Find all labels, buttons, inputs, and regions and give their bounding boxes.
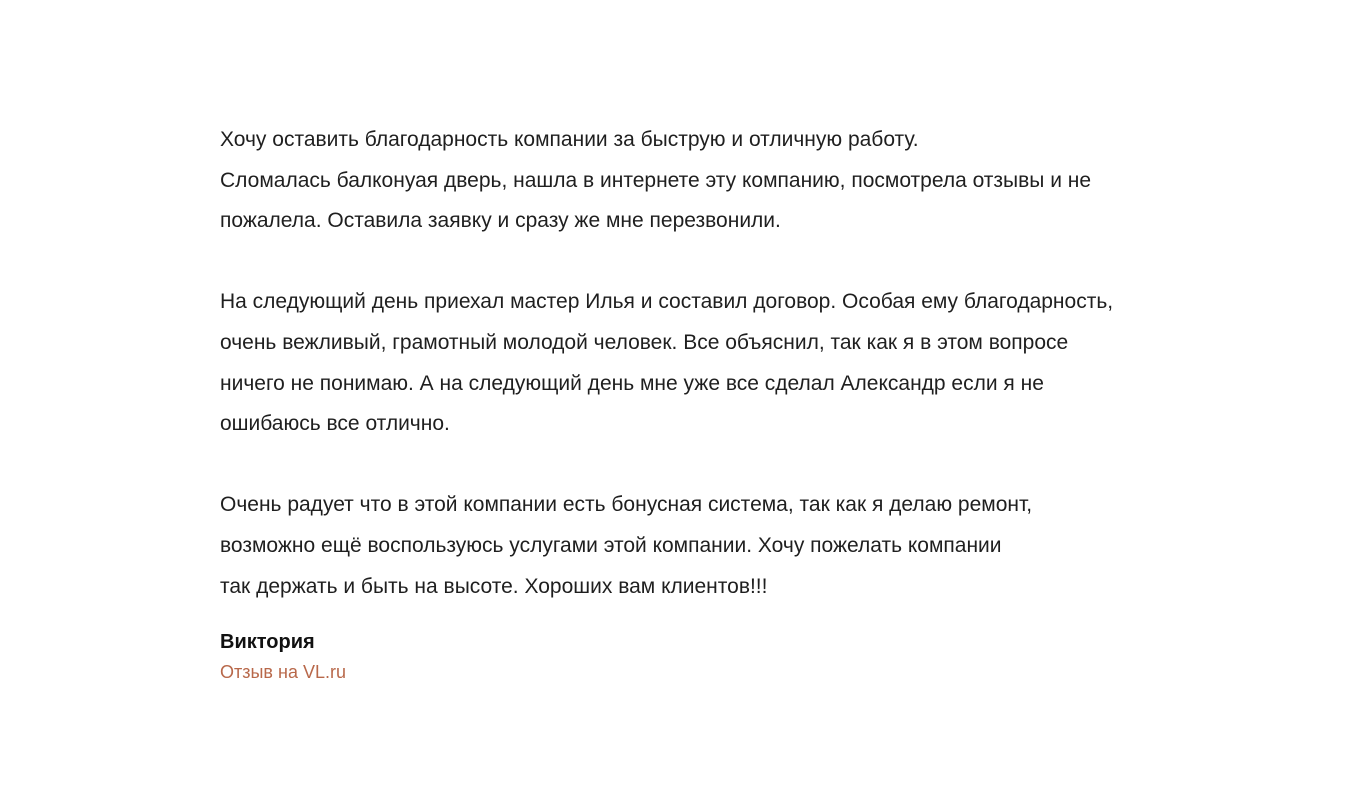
review-paragraph-2 (220, 282, 1200, 444)
review-line: Хочу оставить благодарность компании за быструю и отличную работу. (220, 128, 919, 151)
review-line: Очень радует что в этой компании есть бонусная система, так как я делаю ремонт, (220, 493, 1033, 517)
review-line: На следующий день приехал мастер Илья и составил договор. Особая ему благодарность, (220, 290, 1114, 314)
review-line: так держать и быть на высоте. Хороших вам клиентов!!! (220, 574, 768, 598)
review-author-name: Виктория (220, 631, 315, 654)
review-card (220, 120, 1200, 684)
review-line: пожалела. Оставила заявку и сразу же мне перезвонили. (220, 209, 781, 233)
review-paragraph-3 (220, 485, 1200, 607)
review-line: очень вежливый, грамотный молодой человек. Все объяснил, так как я в этом вопросе (220, 330, 1069, 354)
review-paragraph-1 (220, 120, 1200, 242)
review-line: ошибаюсь все отлично. (220, 412, 450, 436)
review-line: возможно ещё воспользуюсь услугами этой компании. Хочу пожелать компании (220, 533, 1002, 557)
review-line: Сломалась балконуая дверь, нашла в интернете эту компанию, посмотрела отзывы и не (220, 168, 1092, 192)
review-source-link[interactable]: Отзыв на VL.ru (220, 662, 346, 683)
review-line: ничего не понимаю. А на следующий день мне уже все сделал Александр если я не (220, 371, 1044, 395)
review-text (220, 120, 1200, 607)
